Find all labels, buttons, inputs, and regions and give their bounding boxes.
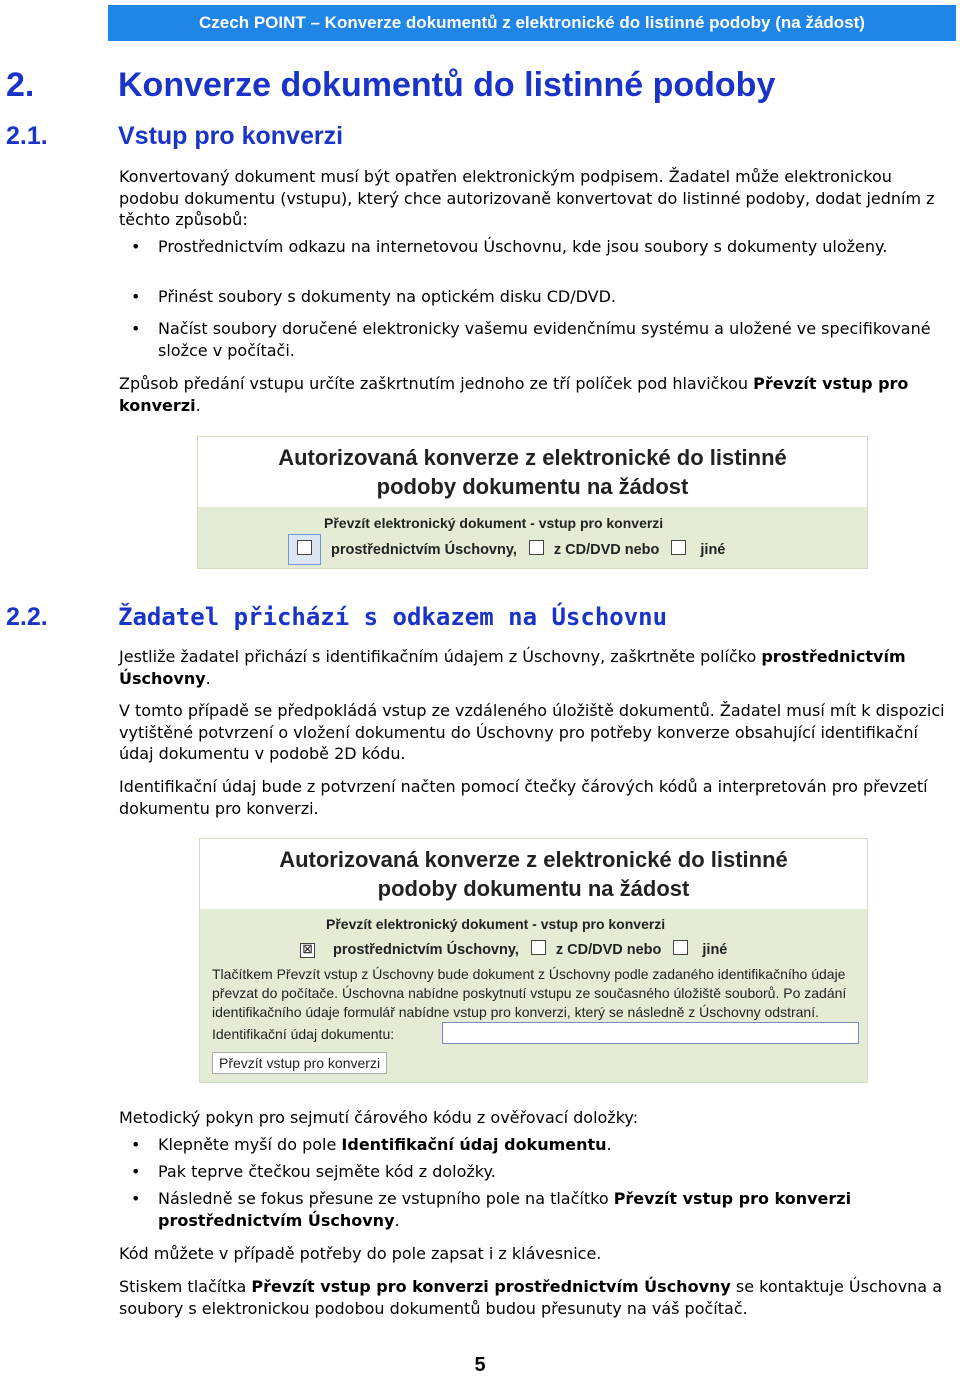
checkbox-other[interactable] <box>673 940 688 955</box>
field-label: Identifikační údaj dokumentu: <box>212 1026 395 1042</box>
section-heading-2-1: 2.1. Vstup pro konverzi <box>6 122 344 150</box>
list-item: • Pak teprve čtečkou sejměte kód z doložky. <box>158 1161 948 1183</box>
list-item: • Načíst soubory doručené elektronicky vašemu evidenčnímu systému a uložené ve specifikované složce v počítači. <box>158 318 948 361</box>
form-description: Tlačítkem Převzít vstup z Úschovny bude dokument z Úschovny podle zadaného identifikačního údaje převzat do počítače. Úschovna nabídne poskytnutí vstupu ze současného úložiště souborů. Po zadání identifikačního údaje formulář nabídne vstup pro konverzi, který se následně z Úschovny odstraní. <box>212 966 847 1020</box>
checkbox-frame <box>288 534 321 565</box>
paragraph: Způsob předání vstupu určíte zaškrtnutím jednoho ze tří políček pod hlavičkou Převzít vstup pro konverzi. <box>119 374 909 415</box>
form-screenshot-2 <box>199 838 868 1083</box>
paragraph: Identifikační údaj bude z potvrzení načten pomocí čtečky čárových kódů a interpretován pro převzetí dokumentu pro konverzi. <box>119 777 928 818</box>
running-header: Czech POINT – Konverze dokumentů z elektronické do listinné podoby (na žádost) <box>108 5 956 41</box>
paragraph: Kód můžete v případě potřeby do pole zapsat i z klávesnice. <box>119 1244 602 1263</box>
form-title: Autorizovaná konverze z elektronické do listinné podoby dokumentu na žádost <box>200 839 867 909</box>
paragraph: Konvertovaný dokument musí být opatřen elektronickým podpisem. Žadatel může elektronickou podobu dokumentu (vstupu), který chce autorizovaně konvertovat do listinné podoby, dodat jedním z těchto způsobů: <box>119 167 935 229</box>
checkbox-cd-dvd[interactable] <box>529 540 544 555</box>
checkbox-uschovna[interactable] <box>297 540 312 555</box>
paragraph: Metodický pokyn pro sejmutí čárového kódu z ověřovací doložky: <box>119 1108 639 1127</box>
form-title: Autorizovaná konverze z elektronické do listinné podoby dokumentu na žádost <box>198 437 867 507</box>
option-label: prostřednictvím Úschovny, <box>333 941 519 958</box>
paragraph: Stiskem tlačítka Převzít vstup pro konverzi prostřednictvím Úschovny se kontaktuje Úschovna a soubory s elektronickou podobou dokumentů budou přesunuty na váš počítač. <box>119 1277 942 1318</box>
form-screenshot-1 <box>197 436 868 569</box>
list-item: • Klepněte myší do pole Identifikační údaj dokumentu. <box>158 1134 948 1156</box>
take-input-button[interactable]: Převzít vstup pro konverzi <box>212 1052 387 1074</box>
input-options-row <box>288 534 725 565</box>
list-item: • Prostřednictvím odkazu na internetovou Úschovnu, kde jsou soubory s dokumenty uloženy. <box>158 236 948 258</box>
section-heading-2-2: 2.2. Žadatel přichází s odkazem na Úschovnu <box>6 603 668 631</box>
checkbox-uschovna[interactable]: ☒ <box>300 943 315 958</box>
option-label: jiné <box>702 941 728 958</box>
option-label: prostřednictvím Úschovny, <box>331 541 517 558</box>
option-label: jiné <box>700 541 726 558</box>
form-section-label: Převzít elektronický dokument - vstup pro konverzi <box>324 515 664 531</box>
option-label: z CD/DVD nebo <box>553 541 660 558</box>
form-section-label: Převzít elektronický dokument - vstup pro konverzi <box>326 916 666 932</box>
checkbox-cd-dvd[interactable] <box>531 940 546 955</box>
list-item: • Následně se fokus přesune ze vstupního pole na tlačítko Převzít vstup pro konverzi prostřednictvím Úschovny. <box>158 1188 948 1231</box>
option-label: z CD/DVD nebo <box>555 941 662 958</box>
paragraph: V tomto případě se předpokládá vstup ze vzdáleného úložiště dokumentů. Žadatel musí mít k dispozici vytištěné potvrzení o vložení dokumentu do Úschovny pro potřeby konverze obsahující identifikační údaj dokumentu v podobě 2D kódu. <box>119 701 945 763</box>
page-number: 5 <box>474 1354 486 1376</box>
input-options-row <box>290 936 727 963</box>
paragraph: Jestliže žadatel přichází s identifikačním údajem z Úschovny, zaškrtněte políčko prostřednictvím Úschovny. <box>119 647 906 688</box>
checkbox-other[interactable] <box>671 540 686 555</box>
list-item: • Přinést soubory s dokumenty na optickém disku CD/DVD. <box>158 286 948 308</box>
identifier-input[interactable] <box>442 1022 859 1044</box>
chapter-heading: 2. Konverze dokumentů do listinné podoby <box>6 66 776 104</box>
